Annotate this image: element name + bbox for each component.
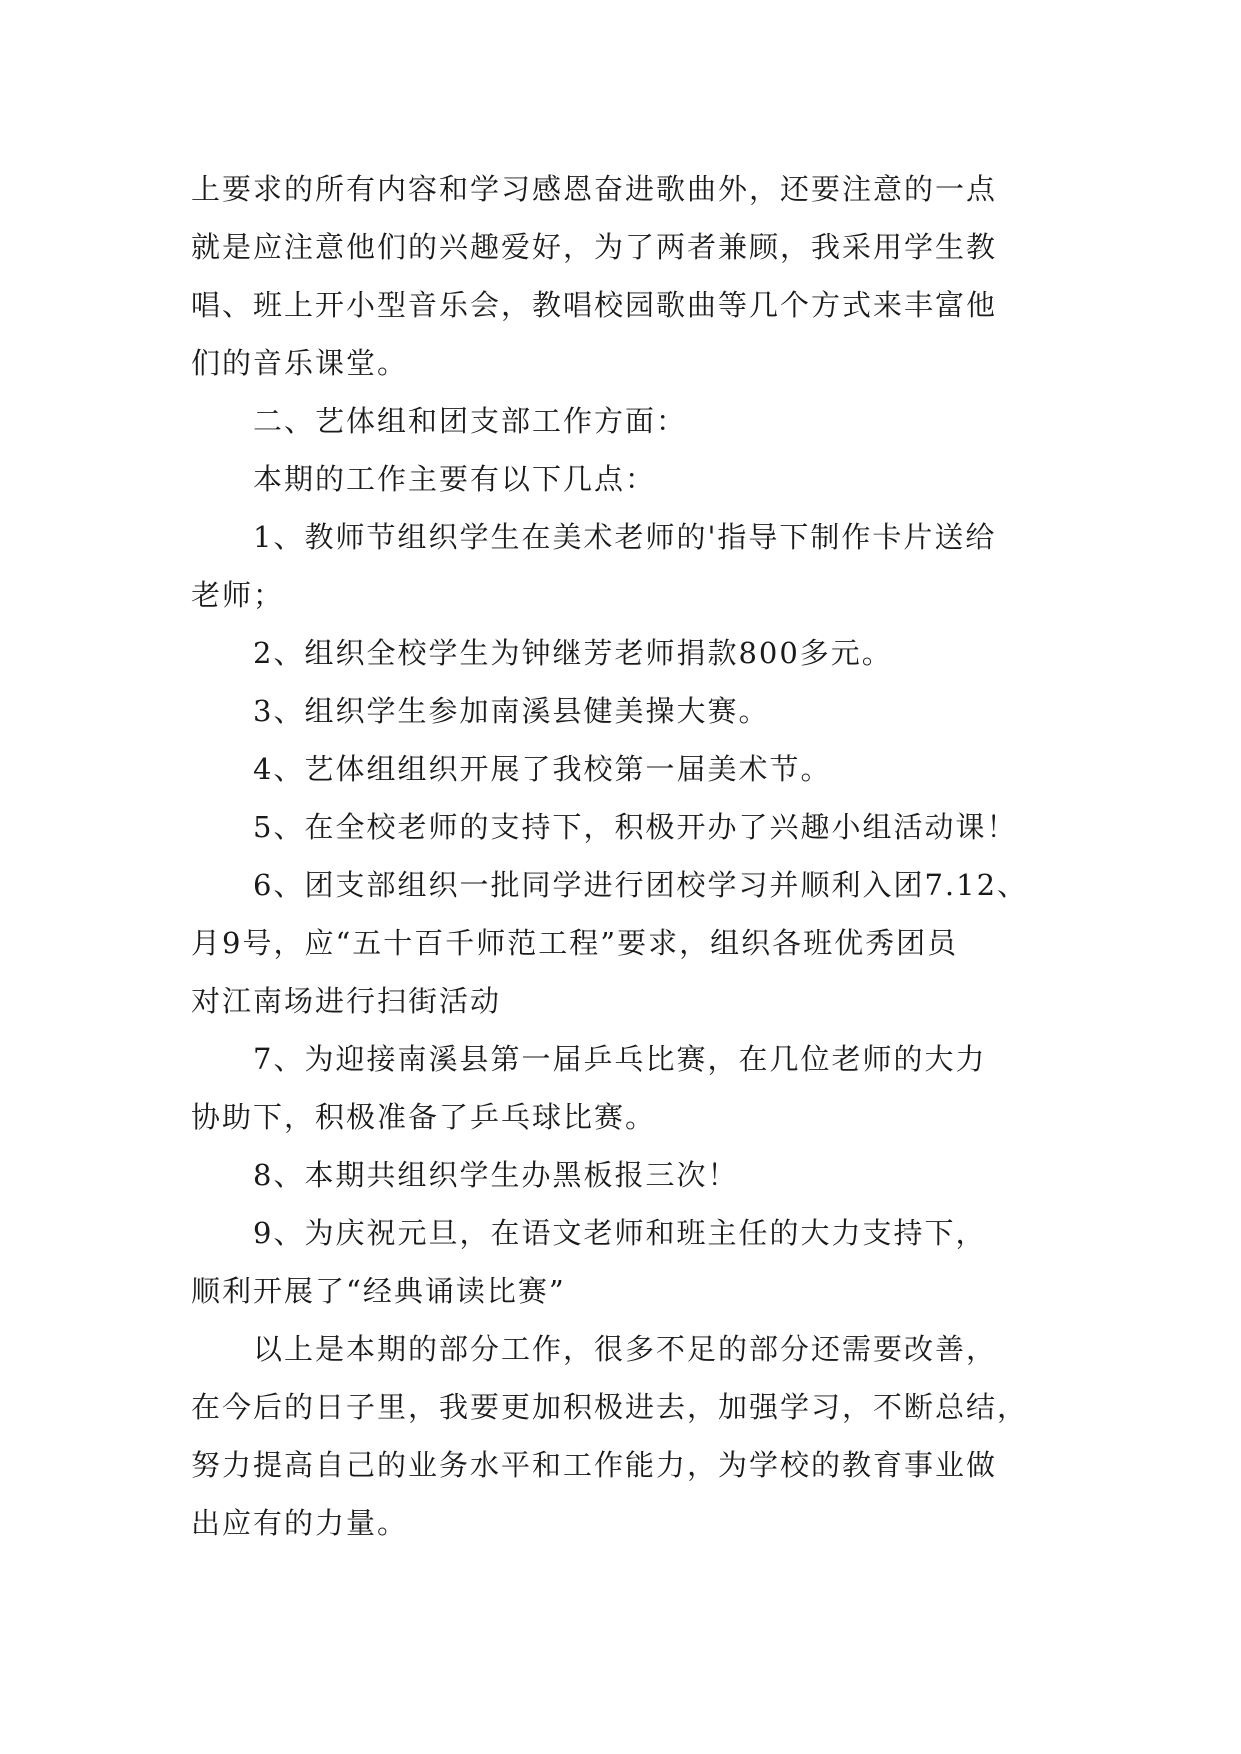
text-line: 老师； [191, 578, 285, 612]
list-item: 1、教师节组织学生在美术老师的'指导下制作卡片送给 [253, 520, 997, 554]
text-line: 努力提高自己的业务水平和工作能力，为学校的教育事业做 [191, 1448, 998, 1482]
document-body [191, 160, 1071, 1552]
list-item: 9、为庆祝元旦，在语文老师和班主任的大力支持下， [253, 1216, 987, 1250]
text-line: 月9号，应“五十百千师范工程”要求，组织各班优秀团员 [191, 926, 959, 960]
text-line: 以上是本期的部分工作，很多不足的部分还需要改善， [253, 1332, 998, 1366]
list-item: 2、组织全校学生为钟继芳老师捐款800多元。 [253, 636, 893, 670]
text-line: 协助下，积极准备了乒乓球比赛。 [191, 1100, 657, 1134]
text-line: 本期的工作主要有以下几点： [253, 462, 657, 496]
list-item: 7、为迎接南溪县第一届乒乓比赛，在几位老师的大力 [253, 1042, 987, 1076]
list-item: 3、组织学生参加南溪县健美操大赛。 [253, 694, 770, 728]
text-line: 上要求的所有内容和学习感恩奋进歌曲外，还要注意的一点 [191, 172, 998, 206]
list-item: 4、艺体组组织开展了我校第一届美术节。 [253, 752, 832, 786]
list-item: 5、在全校老师的支持下，积极开办了兴趣小组活动课！ [253, 810, 1018, 844]
text-line: 唱、班上开小型音乐会，教唱校园歌曲等几个方式来丰富他 [191, 288, 998, 322]
text-line: 对江南场进行扫街活动 [191, 984, 502, 1018]
text-line: 们的音乐课堂。 [191, 346, 409, 380]
text-line: 顺利开展了“经典诵读比赛” [191, 1274, 566, 1308]
text-line: 就是应注意他们的兴趣爱好，为了两者兼顾，我采用学生教 [191, 230, 998, 264]
text-line: 在今后的日子里，我要更加积极进去，加强学习，不断总结， [191, 1390, 1029, 1424]
text-line: 出应有的力量。 [191, 1506, 409, 1540]
list-item: 6、团支部组织一批同学进行团校学习并顺利入团7.12、 [253, 868, 1029, 902]
section-heading: 二、艺体组和团支部工作方面： [253, 404, 688, 438]
list-item: 8、本期共组织学生办黑板报三次！ [253, 1158, 739, 1192]
